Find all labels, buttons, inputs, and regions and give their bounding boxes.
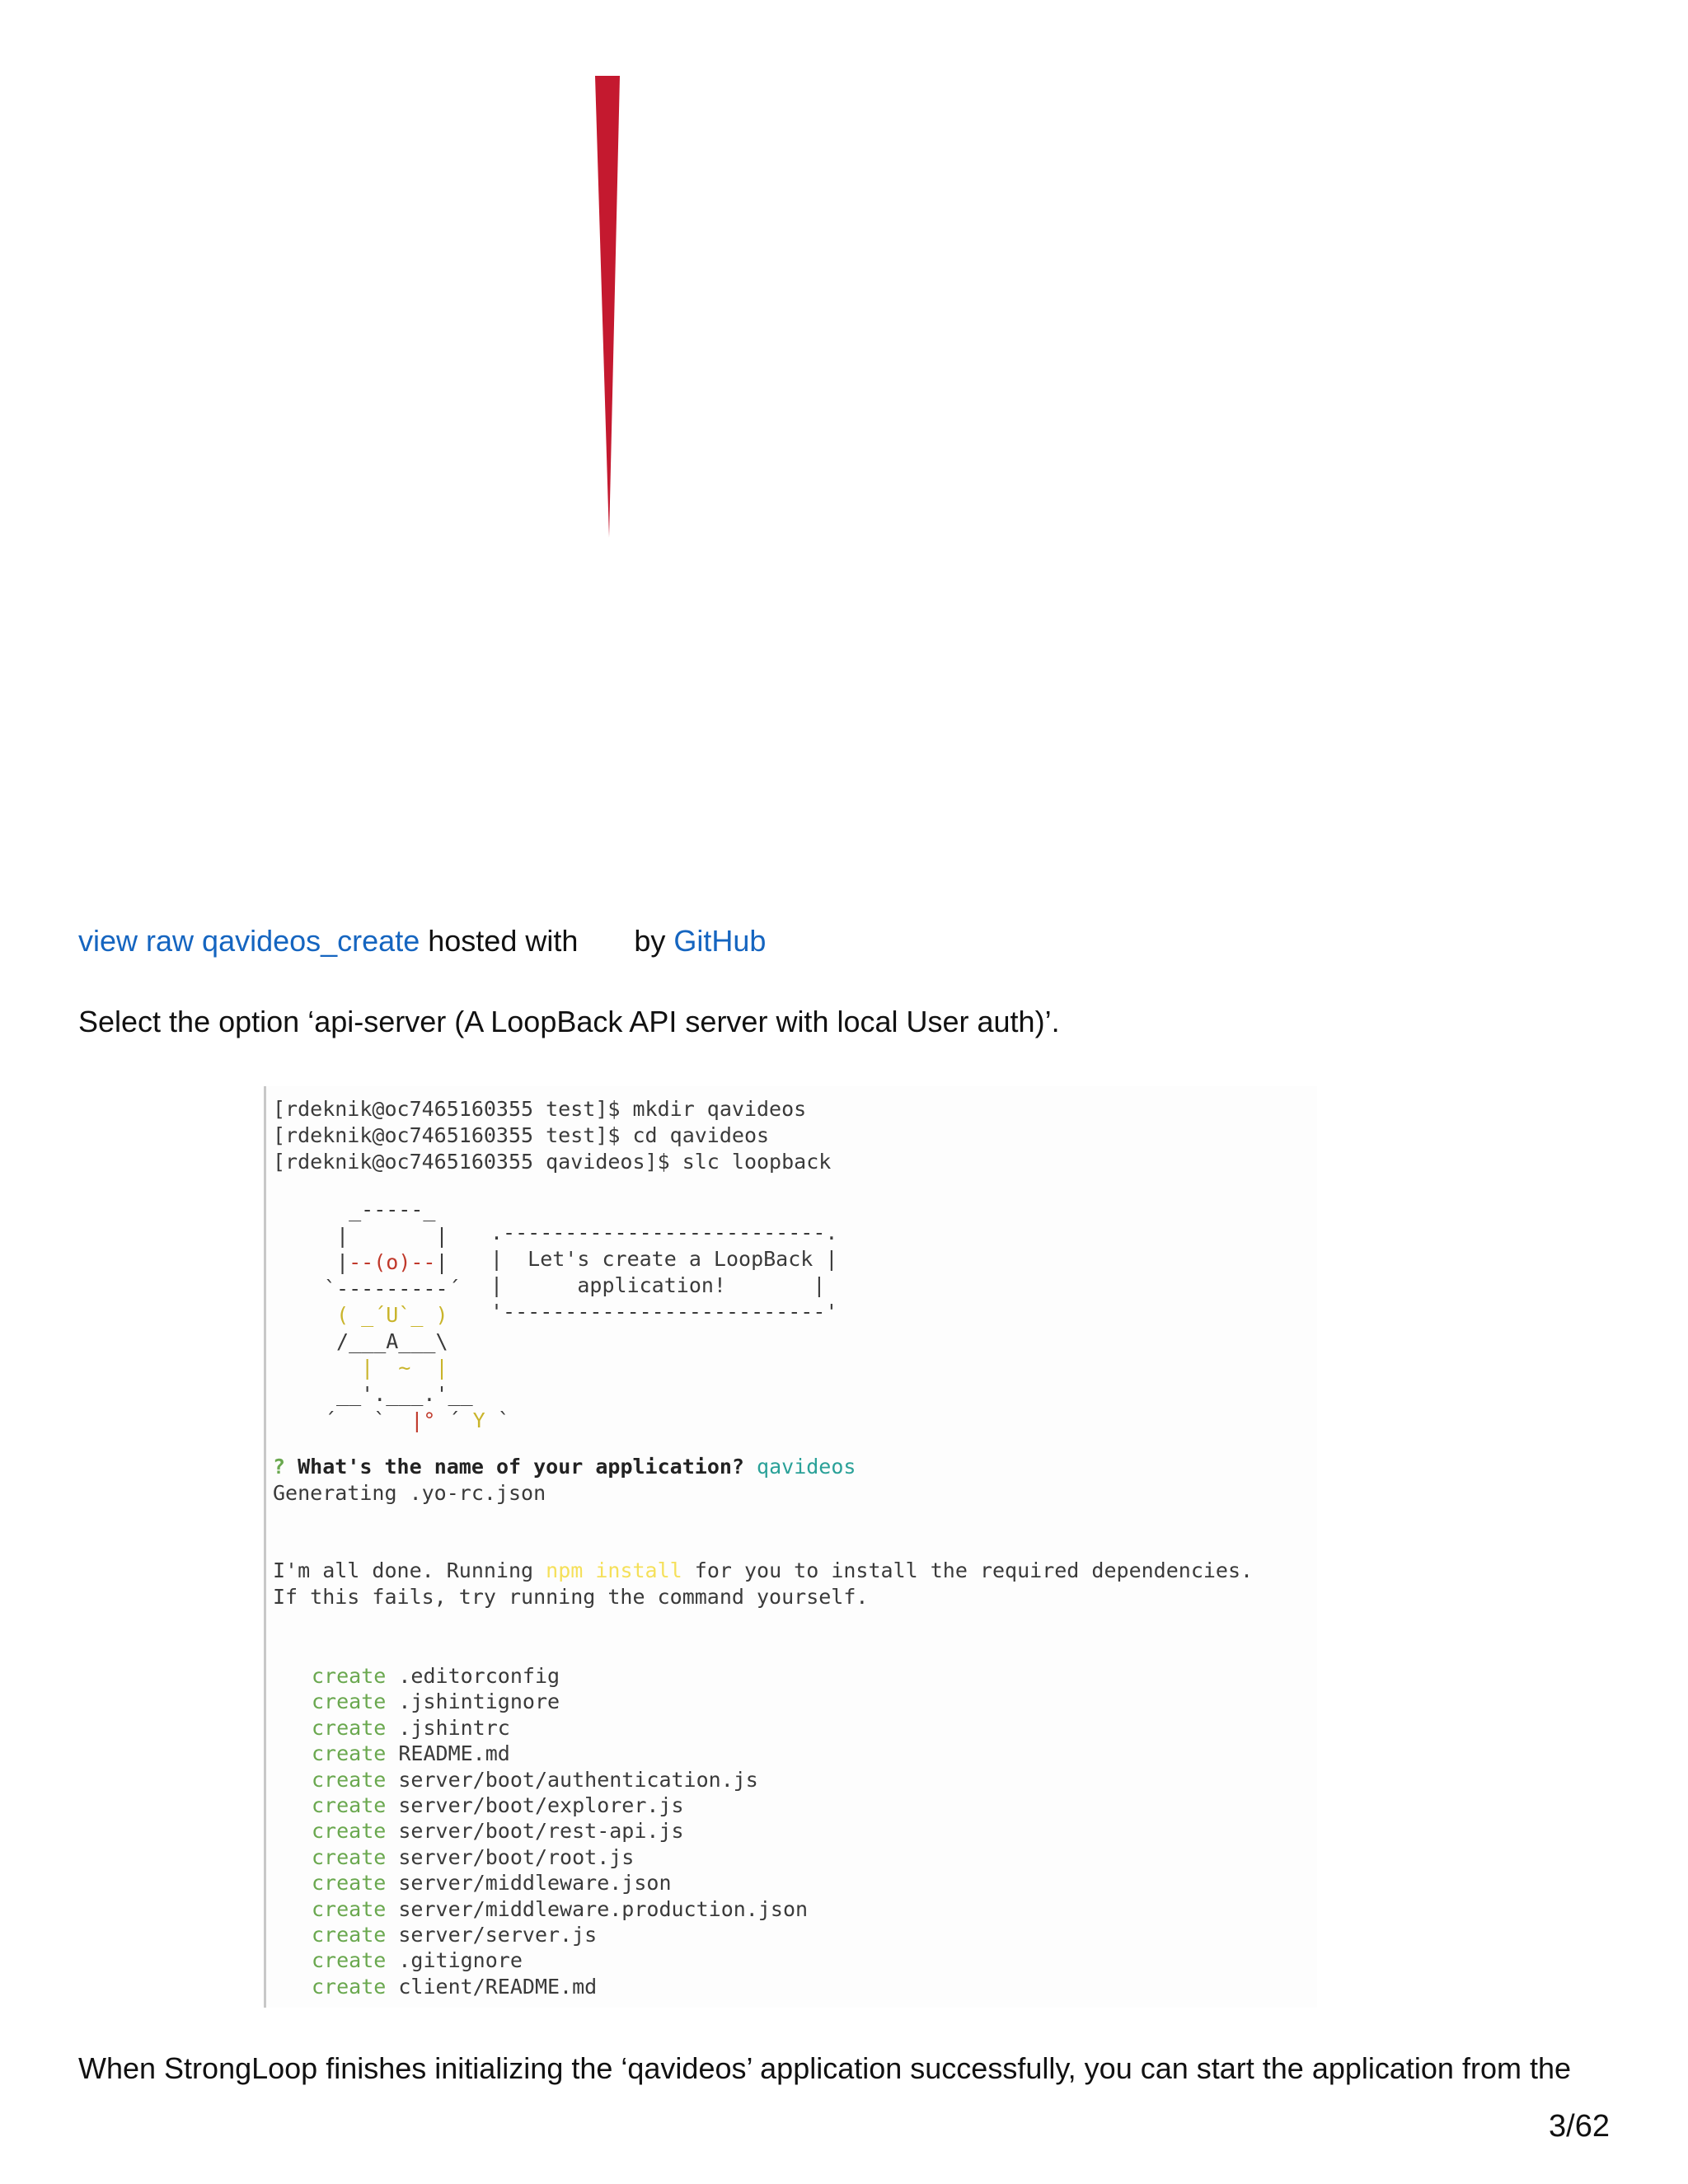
banner-row: | Let's create a LoopBack |: [490, 1247, 838, 1271]
create-keyword: create: [312, 1948, 387, 1972]
created-file-path: server/middleware.production.json: [398, 1897, 809, 1921]
done-prefix: I'm all done. Running: [273, 1558, 546, 1582]
closing-paragraph: When StrongLoop finishes initializing the ‘qavideos’ application successfully, you can start the application from the: [78, 2051, 1572, 2085]
gist-file-link[interactable]: qavideos_create: [202, 924, 420, 958]
create-keyword: create: [312, 1845, 387, 1869]
create-file-row: [312, 1793, 684, 1819]
create-file-row: [312, 1741, 510, 1767]
terminal-screenshot: [264, 1086, 1317, 2008]
banner-line-2: application!: [577, 1273, 726, 1297]
created-file-path: .jshintignore: [398, 1690, 560, 1713]
create-file-row: [312, 1818, 684, 1844]
created-file-path: server/boot/rest-api.js: [398, 1819, 684, 1843]
create-file-row: [312, 1974, 597, 2000]
decorative-red-spike: [595, 76, 623, 537]
create-keyword: create: [312, 1975, 387, 1999]
created-file-path: client/README.md: [398, 1975, 598, 1999]
create-file-row: [312, 1767, 758, 1793]
question-text: What's the name of your application?: [298, 1455, 744, 1479]
instruction-paragraph: Select the option ‘api-server (A LoopBack API server with local User auth)’.: [78, 1005, 1060, 1038]
view-raw-link[interactable]: view raw: [78, 924, 195, 958]
created-file-path: server/middleware.json: [398, 1871, 672, 1895]
created-file-path: server/boot/authentication.js: [398, 1768, 758, 1792]
create-keyword: create: [312, 1768, 387, 1792]
created-file-path: .jshintrc: [398, 1716, 510, 1740]
terminal-question-line: [273, 1454, 856, 1480]
page-number: 3/62: [1549, 2109, 1610, 2144]
create-file-row: [312, 1844, 634, 1871]
question-mark-glyph: ?: [273, 1455, 286, 1479]
create-file-row: [312, 1922, 597, 1948]
create-keyword: create: [312, 1716, 387, 1740]
create-file-row: [312, 1689, 560, 1715]
npm-install-text: npm install: [546, 1558, 682, 1582]
hosted-with-text: hosted with: [428, 924, 579, 958]
fail-line: If this fails, try running the command yourself.: [273, 1585, 869, 1609]
banner-row: | application! |: [490, 1273, 826, 1297]
create-keyword: create: [312, 1871, 387, 1895]
created-file-path: .gitignore: [398, 1948, 523, 1972]
create-keyword: create: [312, 1690, 387, 1713]
github-link[interactable]: GitHub: [673, 924, 767, 958]
create-keyword: create: [312, 1793, 387, 1817]
created-file-path: server/server.js: [398, 1923, 598, 1947]
create-file-row: [312, 1947, 523, 1974]
create-file-row: [312, 1896, 808, 1923]
gist-caption: [78, 921, 766, 961]
terminal-prompt-line: [rdeknik@oc7465160355 qavideos]$ slc loopback: [273, 1150, 832, 1174]
banner-line-1: Let's create a LoopBack: [528, 1247, 814, 1271]
answer-text: qavideos: [757, 1455, 856, 1479]
banner-top-border: .--------------------------.: [490, 1221, 838, 1244]
banner-bottom-border: '--------------------------': [490, 1300, 838, 1324]
created-file-path: server/boot/root.js: [398, 1845, 635, 1869]
terminal-prompt-line: [rdeknik@oc7465160355 test]$ cd qavideos: [273, 1123, 770, 1147]
created-file-path: README.md: [398, 1741, 510, 1765]
create-file-row: [312, 1870, 672, 1896]
create-keyword: create: [312, 1923, 387, 1947]
created-file-path: server/boot/explorer.js: [398, 1793, 684, 1817]
by-text: by: [634, 924, 666, 958]
yeoman-ascii-art: _-----_ | | |--(o)--| `---------´ ( _´U`_ ) /___A___\ | ~ | __'.___.'__ ´ ` |° ´ Y `: [324, 1197, 510, 1432]
done-suffix: for you to install the required dependencies.: [682, 1558, 1254, 1582]
create-keyword: create: [312, 1897, 387, 1921]
generating-line: Generating .yo-rc.json: [273, 1481, 546, 1505]
create-keyword: create: [312, 1741, 387, 1765]
create-file-row: [312, 1663, 560, 1690]
create-file-row: [312, 1715, 510, 1741]
terminal-prompt-line: [rdeknik@oc7465160355 test]$ mkdir qavideos: [273, 1097, 807, 1121]
create-keyword: create: [312, 1819, 387, 1843]
created-file-path: .editorconfig: [398, 1664, 560, 1688]
done-line: [273, 1558, 1253, 1584]
create-keyword: create: [312, 1664, 387, 1688]
